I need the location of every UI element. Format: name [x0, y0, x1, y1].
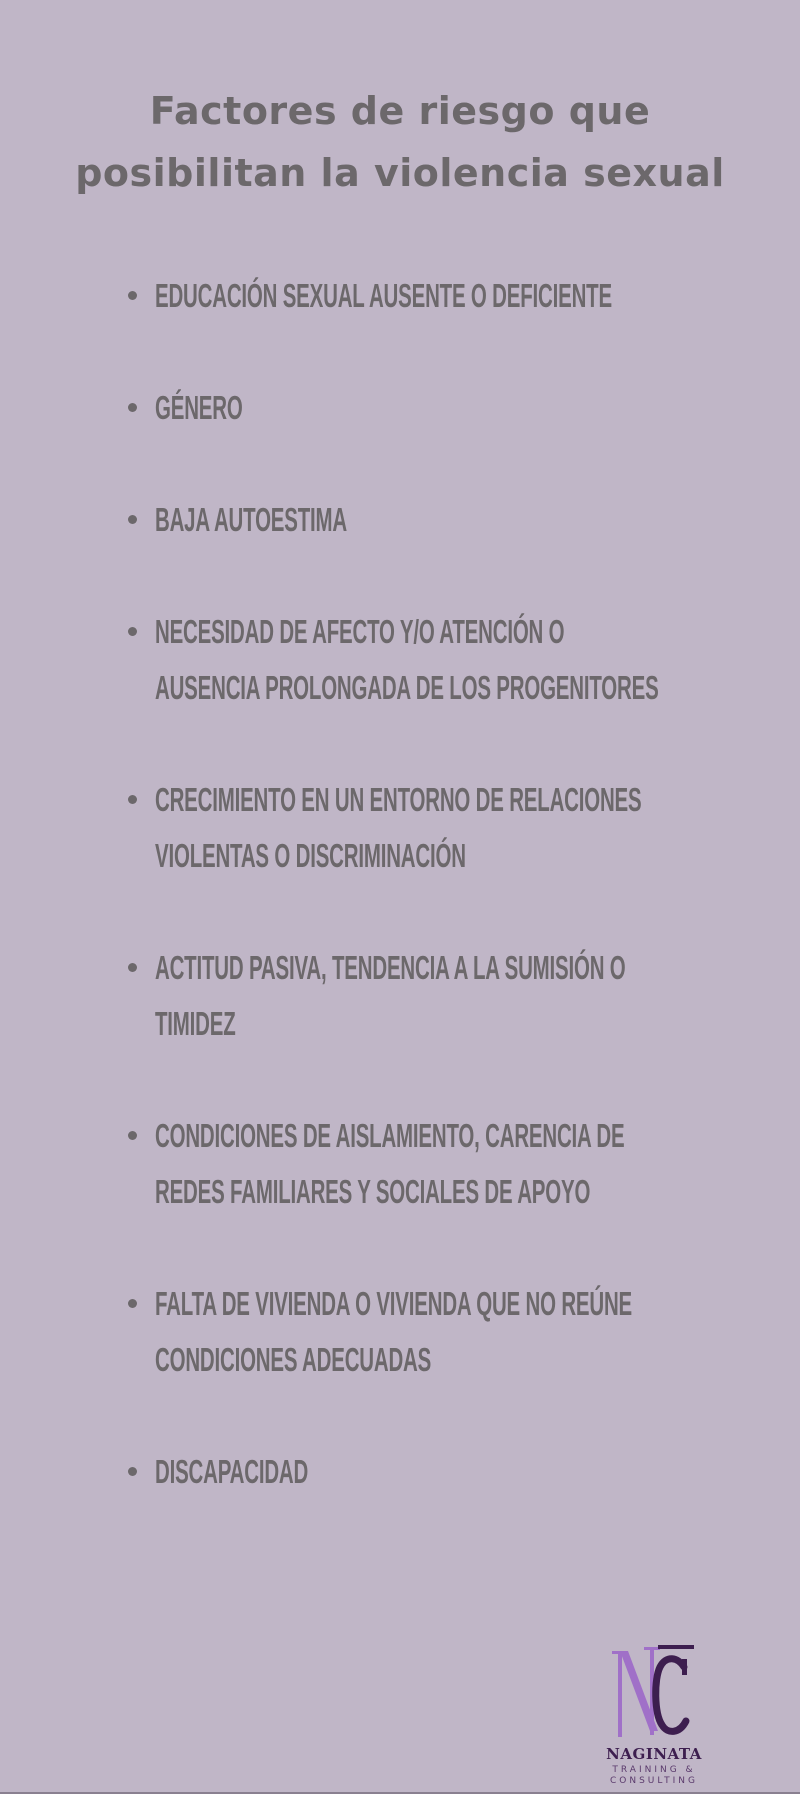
brand-name: NAGINATA	[606, 1745, 702, 1763]
bullet-icon	[128, 1299, 137, 1308]
brand-tagline	[598, 1765, 710, 1787]
bullet-icon	[128, 291, 137, 300]
list-item-text: GÉNERO	[155, 389, 243, 426]
brand-logo	[594, 1643, 714, 1793]
title-line-2: posibilitan la violencia sexual	[75, 151, 725, 195]
bullet-icon	[128, 1131, 137, 1140]
bullet-icon	[128, 627, 137, 636]
list-item-text: FALTA DE VIVIENDA O VIVIENDA QUE NO REÚNE	[155, 1285, 633, 1322]
list-item	[125, 940, 745, 1052]
list-item-text-continued: AUSENCIA PROLONGADA DE LOS PROGENITORES	[155, 669, 659, 706]
list-item	[125, 1108, 745, 1220]
list-item-text: BAJA AUTOESTIMA	[155, 501, 347, 538]
bullet-icon	[128, 963, 137, 972]
bullet-icon	[128, 403, 137, 412]
list-item	[125, 380, 745, 436]
list-item-text-continued: REDES FAMILIARES Y SOCIALES DE APOYO	[155, 1173, 591, 1210]
page-title	[0, 80, 800, 204]
list-item	[125, 268, 745, 324]
brand-tagline-line-1: TRAINING &	[612, 1765, 696, 1775]
list-item	[125, 492, 745, 548]
list-item-text-continued: VIOLENTAS O DISCRIMINACIÓN	[155, 837, 466, 874]
list-item-text: NECESIDAD DE AFECTO Y/O ATENCIÓN O	[155, 613, 565, 650]
list-item	[125, 772, 745, 884]
list-item-text: CRECIMIENTO EN UN ENTORNO DE RELACIONES	[155, 781, 642, 818]
list-item-text: EDUCACIÓN SEXUAL AUSENTE O DEFICIENTE	[155, 277, 612, 314]
list-item-text: CONDICIONES DE AISLAMIENTO, CARENCIA DE	[155, 1117, 625, 1154]
bullet-icon	[128, 515, 137, 524]
list-item	[125, 604, 745, 716]
brand-tagline-line-2: CONSULTING	[609, 1776, 699, 1786]
list-item	[125, 1276, 745, 1388]
list-item-text-continued: TIMIDEZ	[155, 1005, 236, 1042]
list-item-text: ACTITUD PASIVA, TENDENCIA A LA SUMISIÓN O	[155, 949, 626, 986]
nc-monogram-icon	[606, 1643, 702, 1741]
bullet-icon	[128, 795, 137, 804]
bullet-icon	[128, 1467, 137, 1476]
list-item-text: DISCAPACIDAD	[155, 1453, 309, 1490]
list-item	[125, 1444, 745, 1500]
list-item-text-continued: CONDICIONES ADECUADAS	[155, 1341, 432, 1378]
title-line-1: Factores de riesgo que	[149, 89, 651, 133]
